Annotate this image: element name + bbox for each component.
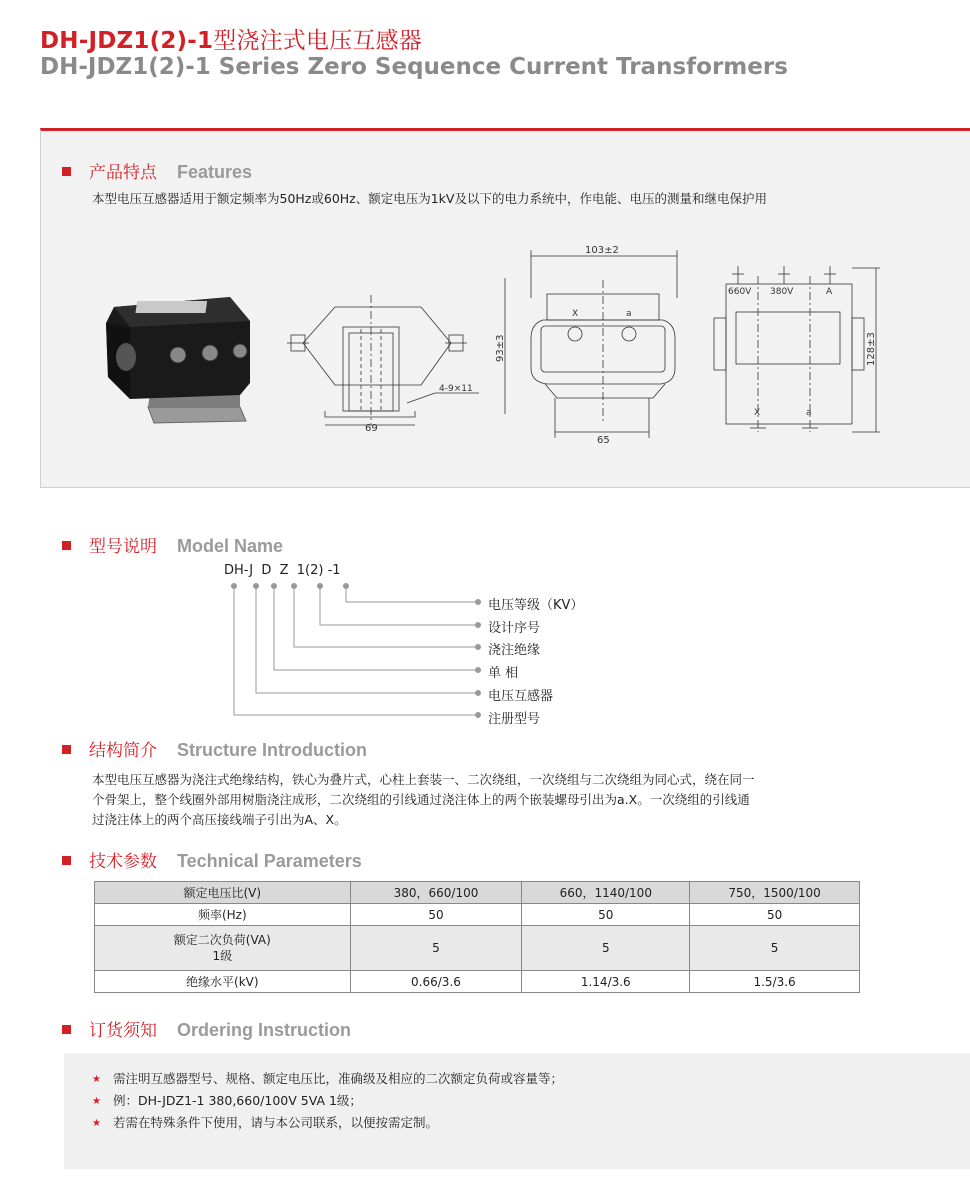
structure-line: 个骨架上，整个线圈外部用树脂浇注成形，二次绕组的引线通过浇注体上的两个嵌装螺母引出为a.X。一次绕组的引线通 bbox=[92, 792, 750, 807]
page-title-en: DH-JDZ1(2)-1 Series Zero Sequence Current Transformers bbox=[40, 54, 788, 80]
model-label-registered: 注册型号 bbox=[488, 712, 541, 727]
drawing3-label-380: 380V bbox=[770, 287, 794, 297]
model-label-cast: 浇注绝缘 bbox=[488, 643, 541, 658]
ordering-heading-cn: 订货须知 bbox=[89, 1021, 157, 1041]
cell-line: 1级 bbox=[212, 949, 233, 963]
star-icon: ★ bbox=[92, 1096, 101, 1107]
code-part-design: 1(2) bbox=[296, 563, 324, 578]
model-heading-en: Model Name bbox=[177, 536, 284, 556]
technical-heading-cn: 技术参数 bbox=[89, 852, 157, 872]
photo-base-plate bbox=[148, 407, 246, 423]
ordering-text: 例：DH-JDZ1-1 380,660/100V 5VA 1级； bbox=[112, 1093, 362, 1108]
structure-line: 过浇注体上的两个高压接线端子引出为A、X。 bbox=[92, 812, 347, 827]
features-text: 本型电压互感器适用于额定频率为50Hz或60Hz、额定电压为1kV及以下的电力系统中，作电能、电压的测量和继电保护用 bbox=[92, 191, 767, 206]
technical-heading bbox=[62, 847, 362, 872]
drawing1-dim-bottom: 69 bbox=[365, 423, 378, 434]
table-cell: 380，660/100 bbox=[350, 882, 522, 904]
code-part-registered: DH-J bbox=[224, 563, 254, 578]
code-part-single-phase: D bbox=[261, 563, 272, 578]
drawing2-terminal-x bbox=[568, 327, 582, 341]
model-diagram bbox=[220, 580, 490, 722]
drawing-front-view bbox=[495, 238, 695, 448]
drawing3-window bbox=[736, 312, 840, 364]
model-label-vt: 电压互感器 bbox=[488, 689, 554, 704]
drawing2-dim-top: 103±2 bbox=[585, 245, 619, 256]
title-code: DH-JDZ1(2)-1 bbox=[40, 28, 214, 54]
photo-screw-2 bbox=[202, 345, 218, 361]
table-cell: 5 bbox=[522, 926, 690, 971]
model-line-3 bbox=[294, 586, 478, 647]
model-line-6 bbox=[234, 586, 478, 715]
cell-line: 额定二次负荷(VA) bbox=[173, 933, 271, 947]
table-cell: 频率(Hz) bbox=[95, 904, 351, 926]
drawing-side-view bbox=[285, 285, 485, 435]
ordering-text: 若需在特殊条件下使用，请与本公司联系，以便按需定制。 bbox=[112, 1115, 438, 1130]
drawing2-dim-bottom: 65 bbox=[597, 435, 610, 446]
drawing3-side-l bbox=[714, 318, 726, 370]
code-part-voltage: -1 bbox=[327, 563, 341, 578]
table-cell: 1.14/3.6 bbox=[522, 971, 690, 993]
drawing3-label-A: A bbox=[826, 287, 833, 297]
structure-heading bbox=[62, 736, 367, 761]
photo-terminal-left bbox=[116, 343, 136, 371]
drawing3-label-a: a bbox=[806, 408, 812, 418]
ordering-text: 需注明互感器型号、规格、额定电压比，准确级及相应的二次额定负荷或容量等； bbox=[112, 1071, 563, 1086]
ordering-heading bbox=[62, 1016, 351, 1041]
drawing1-outline bbox=[303, 307, 451, 385]
drawing-top-view bbox=[710, 262, 885, 442]
bullet-square-icon bbox=[62, 745, 71, 754]
table-cell: 50 bbox=[522, 904, 690, 926]
ordering-panel bbox=[64, 1053, 970, 1169]
photo-screw-1 bbox=[170, 347, 186, 363]
table-cell: 5 bbox=[690, 926, 860, 971]
drawing3-side-r bbox=[852, 318, 864, 370]
photo-screw-3 bbox=[233, 344, 247, 358]
photo-label-plate bbox=[135, 301, 207, 313]
features-heading-cn: 产品特点 bbox=[89, 163, 157, 183]
star-icon: ★ bbox=[92, 1074, 101, 1085]
table-row bbox=[95, 882, 860, 904]
drawing3-label-660: 660V bbox=[728, 287, 752, 297]
model-label-single: 单 相 bbox=[488, 666, 519, 681]
drawing3-label-x: X bbox=[754, 408, 761, 418]
drawing3-outline bbox=[726, 284, 852, 424]
model-label-voltage: 电压等级（KV） bbox=[488, 598, 584, 613]
star-icon: ★ bbox=[92, 1118, 101, 1129]
drawing2-base bbox=[545, 384, 665, 398]
model-line-1 bbox=[346, 586, 478, 602]
features-heading-en: Features bbox=[177, 162, 253, 182]
model-heading bbox=[62, 532, 283, 557]
drawing2-dim-left: 93±3 bbox=[495, 334, 506, 362]
table-cell: 额定电压比(V) bbox=[95, 882, 351, 904]
table-cell: 50 bbox=[690, 904, 860, 926]
bullet-square-icon bbox=[62, 541, 71, 550]
table-cell: 750，1500/100 bbox=[690, 882, 860, 904]
table-cell: 5 bbox=[350, 926, 522, 971]
model-line-2 bbox=[320, 586, 478, 625]
table-cell: 50 bbox=[350, 904, 522, 926]
technical-heading-en: Technical Parameters bbox=[177, 851, 362, 871]
drawing2-label-a: a bbox=[626, 309, 632, 319]
model-line-4 bbox=[274, 586, 478, 670]
table-cell bbox=[95, 926, 351, 971]
table-cell: 绝缘水平(kV) bbox=[95, 971, 351, 993]
table-cell: 0.66/3.6 bbox=[350, 971, 522, 993]
list-item bbox=[92, 1113, 438, 1131]
product-photo bbox=[100, 295, 260, 435]
bullet-square-icon bbox=[62, 167, 71, 176]
ordering-heading-en: Ordering Instruction bbox=[177, 1020, 352, 1040]
params-table bbox=[94, 881, 860, 993]
structure-heading-cn: 结构简介 bbox=[89, 741, 157, 761]
table-cell: 1.5/3.6 bbox=[690, 971, 860, 993]
drawing2-label-x: X bbox=[572, 309, 579, 319]
drawing1-dim-holes: 4-9×11 bbox=[439, 384, 473, 394]
page-title-cn bbox=[40, 22, 422, 55]
table-row bbox=[95, 971, 860, 993]
drawing1-base bbox=[325, 411, 415, 417]
bullet-square-icon bbox=[62, 856, 71, 865]
bullet-square-icon bbox=[62, 1025, 71, 1034]
table-row bbox=[95, 904, 860, 926]
list-item bbox=[92, 1069, 563, 1087]
model-heading-cn: 型号说明 bbox=[89, 537, 157, 557]
drawing3-dim-right: 128±3 bbox=[866, 332, 877, 366]
model-code bbox=[224, 563, 341, 578]
features-heading bbox=[62, 158, 252, 183]
code-part-cast: Z bbox=[279, 563, 289, 578]
table-cell: 660，1140/100 bbox=[522, 882, 690, 904]
table-row bbox=[95, 926, 860, 971]
model-label-design: 设计序号 bbox=[488, 621, 541, 636]
structure-heading-en: Structure Introduction bbox=[177, 740, 367, 760]
title-cn-text: 型浇注式电压互感器 bbox=[213, 28, 423, 54]
structure-line: 本型电压互感器为浇注式绝缘结构，铁心为叠片式，心柱上套装一、二次绕组，一次绕组与二次绕组为同心式，绕在同一 bbox=[92, 772, 755, 787]
drawing2-terminal-a bbox=[622, 327, 636, 341]
drawing1-leader bbox=[407, 393, 435, 403]
structure-text bbox=[92, 770, 755, 830]
list-item bbox=[92, 1091, 362, 1109]
